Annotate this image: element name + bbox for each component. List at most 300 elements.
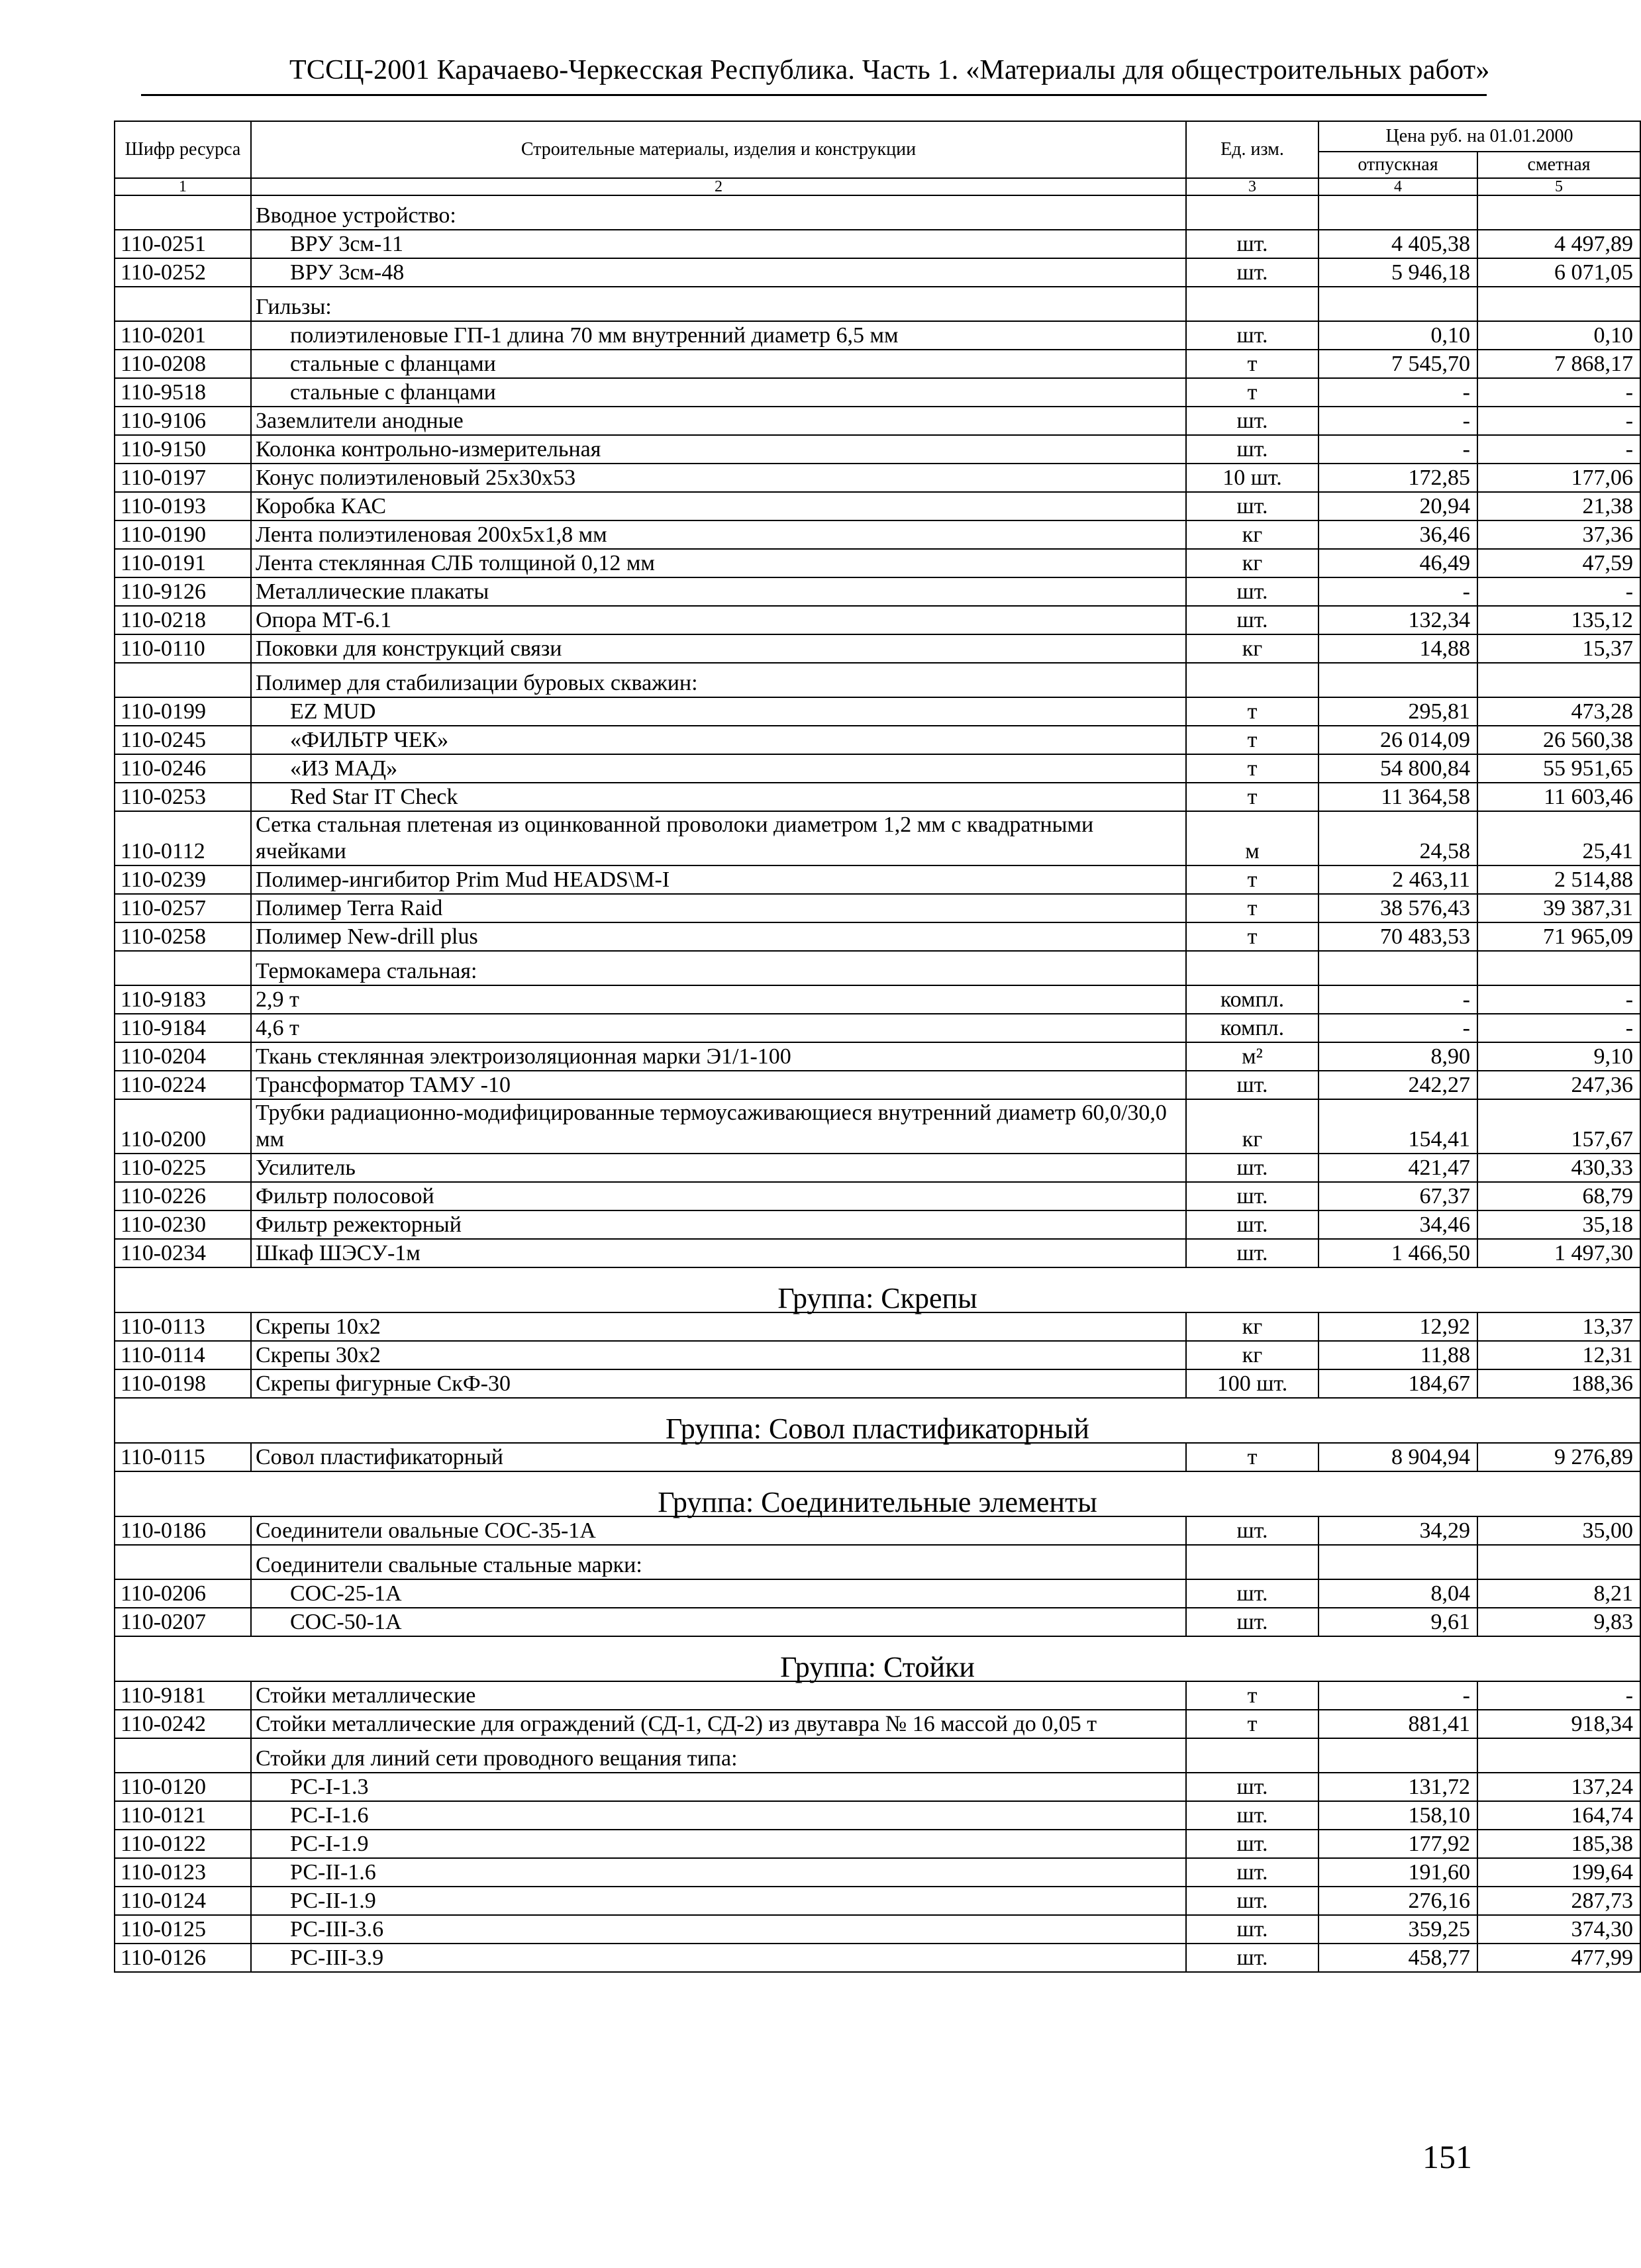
table-row xyxy=(115,1801,1640,1830)
empty-cell xyxy=(115,663,251,697)
resource-code: 110-9106 xyxy=(115,407,251,435)
resource-code: 110-0201 xyxy=(115,321,251,350)
header-col-number: 2 xyxy=(251,178,1186,195)
empty-cell xyxy=(1477,195,1640,230)
table-row xyxy=(115,1858,1640,1887)
release-price: 36,46 xyxy=(1318,520,1477,549)
unit-of-measure: 100 шт. xyxy=(1186,1369,1318,1398)
release-price: - xyxy=(1318,378,1477,407)
unit-of-measure: шт. xyxy=(1186,1858,1318,1887)
material-name: РС-II-1.9 xyxy=(251,1887,1186,1915)
table-row xyxy=(115,435,1640,464)
unit-of-measure: т xyxy=(1186,726,1318,754)
material-name: РС-III-3.6 xyxy=(251,1915,1186,1944)
resource-code: 110-0225 xyxy=(115,1154,251,1182)
unit-of-measure: шт. xyxy=(1186,1182,1318,1210)
release-price: 9,61 xyxy=(1318,1608,1477,1636)
resource-code: 110-9126 xyxy=(115,577,251,606)
table-row xyxy=(115,865,1640,894)
subheading-label: Гильзы: xyxy=(251,287,1186,321)
material-name: Лента полиэтиленовая 200x5x1,8 мм xyxy=(251,520,1186,549)
material-name: Стойки металлические для ограждений (СД-1, СД-2) из двутавра № 16 массой до 0,05 т xyxy=(251,1710,1186,1738)
resource-code: 110-0230 xyxy=(115,1210,251,1239)
estimate-price: 9,83 xyxy=(1477,1608,1640,1636)
estimate-price: 137,24 xyxy=(1477,1773,1640,1801)
material-name: Трубки радиационно-модифицированные термоусаживающиеся внутренний диаметр 60,0/30,0 мм xyxy=(251,1099,1186,1154)
resource-code: 110-0224 xyxy=(115,1071,251,1099)
group-heading: Группа: Скрепы xyxy=(115,1267,1640,1312)
release-price: 881,41 xyxy=(1318,1710,1477,1738)
group-heading: Группа: Стойки xyxy=(115,1636,1640,1681)
table-row xyxy=(115,321,1640,350)
subheading-label: Стойки для линий сети проводного вещания типа: xyxy=(251,1738,1186,1773)
unit-of-measure: шт. xyxy=(1186,435,1318,464)
unit-of-measure: шт. xyxy=(1186,1801,1318,1830)
unit-of-measure: шт. xyxy=(1186,258,1318,287)
unit-of-measure: шт. xyxy=(1186,606,1318,634)
table-row xyxy=(115,350,1640,378)
material-name: 4,6 т xyxy=(251,1014,1186,1042)
release-price: 34,46 xyxy=(1318,1210,1477,1239)
release-price: 11,88 xyxy=(1318,1341,1477,1369)
table-row xyxy=(115,634,1640,663)
resource-code: 110-0218 xyxy=(115,606,251,634)
release-price: - xyxy=(1318,1681,1477,1710)
resource-code: 110-0193 xyxy=(115,492,251,520)
table-row xyxy=(115,492,1640,520)
unit-of-measure: м xyxy=(1186,811,1318,865)
table-row xyxy=(115,894,1640,922)
release-price: 4 405,38 xyxy=(1318,230,1477,258)
material-name: Поковки для конструкций связи xyxy=(251,634,1186,663)
release-price: 20,94 xyxy=(1318,492,1477,520)
resource-code: 110-0197 xyxy=(115,464,251,492)
release-price: 172,85 xyxy=(1318,464,1477,492)
release-price: 14,88 xyxy=(1318,634,1477,663)
table-row xyxy=(115,1608,1640,1636)
release-price: 46,49 xyxy=(1318,549,1477,577)
estimate-price: 26 560,38 xyxy=(1477,726,1640,754)
estimate-price: 47,59 xyxy=(1477,549,1640,577)
release-price: 1 466,50 xyxy=(1318,1239,1477,1267)
material-name: Сетка стальная плетеная из оцинкованной проволоки диаметром 1,2 мм с квадратными ячейками xyxy=(251,811,1186,865)
resource-code: 110-9183 xyxy=(115,985,251,1014)
estimate-price: 473,28 xyxy=(1477,697,1640,726)
unit-of-measure: т xyxy=(1186,922,1318,951)
material-name: РС-I-1.3 xyxy=(251,1773,1186,1801)
table-row xyxy=(115,1210,1640,1239)
material-name: Ткань стеклянная электроизоляционная марки Э1/1-100 xyxy=(251,1042,1186,1071)
release-price: - xyxy=(1318,985,1477,1014)
release-price: 191,60 xyxy=(1318,1858,1477,1887)
material-name: ВРУ 3см-11 xyxy=(251,230,1186,258)
estimate-price: 247,36 xyxy=(1477,1071,1640,1099)
table-row xyxy=(115,1014,1640,1042)
resource-code: 110-0200 xyxy=(115,1099,251,1154)
header-col-number: 3 xyxy=(1186,178,1318,195)
resource-code: 110-9150 xyxy=(115,435,251,464)
unit-of-measure: кг xyxy=(1186,1312,1318,1341)
subheading-row xyxy=(115,195,1640,230)
unit-of-measure: т xyxy=(1186,783,1318,811)
resource-code: 110-0125 xyxy=(115,1915,251,1944)
table-row xyxy=(115,1887,1640,1915)
material-name: Колонка контрольно-измерительная xyxy=(251,435,1186,464)
material-name: EZ MUD xyxy=(251,697,1186,726)
unit-of-measure: т xyxy=(1186,894,1318,922)
material-name: СОС-50-1А xyxy=(251,1608,1186,1636)
table-row xyxy=(115,697,1640,726)
material-name: Усилитель xyxy=(251,1154,1186,1182)
subheading-row xyxy=(115,1545,1640,1579)
resource-code: 110-0112 xyxy=(115,811,251,865)
subheading-label: Вводное устройство: xyxy=(251,195,1186,230)
release-price: - xyxy=(1318,435,1477,464)
group-heading-row xyxy=(115,1636,1640,1681)
table-row xyxy=(115,922,1640,951)
table-row xyxy=(115,1681,1640,1710)
header-release-price: отпускная xyxy=(1318,152,1477,178)
release-price: 295,81 xyxy=(1318,697,1477,726)
resource-code: 110-0234 xyxy=(115,1239,251,1267)
resource-code: 110-0204 xyxy=(115,1042,251,1071)
table-row xyxy=(115,1710,1640,1738)
release-price: 26 014,09 xyxy=(1318,726,1477,754)
header-name: Строительные материалы, изделия и конструкции xyxy=(251,121,1186,178)
material-name: Скрепы фигурные СкФ-30 xyxy=(251,1369,1186,1398)
release-price: 38 576,43 xyxy=(1318,894,1477,922)
material-name: Полимер Terra Raid xyxy=(251,894,1186,922)
material-name: Шкаф ШЭСУ-1м xyxy=(251,1239,1186,1267)
unit-of-measure: т xyxy=(1186,350,1318,378)
estimate-price: 157,67 xyxy=(1477,1099,1640,1154)
estimate-price: 430,33 xyxy=(1477,1154,1640,1182)
estimate-price: 177,06 xyxy=(1477,464,1640,492)
empty-cell xyxy=(1318,195,1477,230)
unit-of-measure: т xyxy=(1186,865,1318,894)
unit-of-measure: т xyxy=(1186,1710,1318,1738)
material-name: Полимер New-drill plus xyxy=(251,922,1186,951)
empty-cell xyxy=(1318,1545,1477,1579)
estimate-price: 55 951,65 xyxy=(1477,754,1640,783)
unit-of-measure: кг xyxy=(1186,520,1318,549)
table-row xyxy=(115,1369,1640,1398)
estimate-price: 6 071,05 xyxy=(1477,258,1640,287)
resource-code: 110-0121 xyxy=(115,1801,251,1830)
estimate-price: 71 965,09 xyxy=(1477,922,1640,951)
estimate-price: - xyxy=(1477,435,1640,464)
release-price: 421,47 xyxy=(1318,1154,1477,1182)
empty-cell xyxy=(1477,1545,1640,1579)
unit-of-measure: шт. xyxy=(1186,1239,1318,1267)
empty-cell xyxy=(1186,1738,1318,1773)
empty-cell xyxy=(1186,663,1318,697)
empty-cell xyxy=(1186,951,1318,985)
price-table xyxy=(114,121,1641,1973)
resource-code: 110-9181 xyxy=(115,1681,251,1710)
resource-code: 110-0206 xyxy=(115,1579,251,1608)
material-name: полиэтиленовые ГП-1 длина 70 мм внутренний диаметр 6,5 мм xyxy=(251,321,1186,350)
unit-of-measure: шт. xyxy=(1186,1887,1318,1915)
resource-code: 110-0123 xyxy=(115,1858,251,1887)
estimate-price: 35,00 xyxy=(1477,1516,1640,1545)
release-price: 34,29 xyxy=(1318,1516,1477,1545)
resource-code: 110-0186 xyxy=(115,1516,251,1545)
estimate-price: 9 276,89 xyxy=(1477,1443,1640,1471)
resource-code: 110-0115 xyxy=(115,1443,251,1471)
resource-code: 110-0246 xyxy=(115,754,251,783)
unit-of-measure: кг xyxy=(1186,1099,1318,1154)
material-name: Опора МТ-6.1 xyxy=(251,606,1186,634)
material-name: Совол пластификаторный xyxy=(251,1443,1186,1471)
material-name: Стойки металлические xyxy=(251,1681,1186,1710)
unit-of-measure: кг xyxy=(1186,549,1318,577)
resource-code: 110-9518 xyxy=(115,378,251,407)
estimate-price: 185,38 xyxy=(1477,1830,1640,1858)
header-col-number: 5 xyxy=(1477,178,1640,195)
estimate-price: 9,10 xyxy=(1477,1042,1640,1071)
subheading-row xyxy=(115,1738,1640,1773)
estimate-price: 374,30 xyxy=(1477,1915,1640,1944)
table-row xyxy=(115,754,1640,783)
release-price: - xyxy=(1318,577,1477,606)
estimate-price: 7 868,17 xyxy=(1477,350,1640,378)
subheading-label: Соединители свальные стальные марки: xyxy=(251,1545,1186,1579)
table-row xyxy=(115,1239,1640,1267)
empty-cell xyxy=(1477,663,1640,697)
material-name: Конус полиэтиленовый 25x30x53 xyxy=(251,464,1186,492)
resource-code: 110-0126 xyxy=(115,1944,251,1972)
estimate-price: 0,10 xyxy=(1477,321,1640,350)
release-price: 184,67 xyxy=(1318,1369,1477,1398)
material-name: РС-II-1.6 xyxy=(251,1858,1186,1887)
material-name: Скрепы 10x2 xyxy=(251,1312,1186,1341)
release-price: 131,72 xyxy=(1318,1773,1477,1801)
unit-of-measure: кг xyxy=(1186,634,1318,663)
estimate-price: 164,74 xyxy=(1477,1801,1640,1830)
table-row xyxy=(115,230,1640,258)
estimate-price: 12,31 xyxy=(1477,1341,1640,1369)
estimate-price: - xyxy=(1477,985,1640,1014)
release-price: 154,41 xyxy=(1318,1099,1477,1154)
empty-cell xyxy=(115,287,251,321)
group-heading: Группа: Соединительные элементы xyxy=(115,1471,1640,1516)
unit-of-measure: м² xyxy=(1186,1042,1318,1071)
table-row xyxy=(115,577,1640,606)
table-row xyxy=(115,1443,1640,1471)
empty-cell xyxy=(1318,287,1477,321)
resource-code: 110-0239 xyxy=(115,865,251,894)
table-row xyxy=(115,1341,1640,1369)
resource-code: 110-0208 xyxy=(115,350,251,378)
release-price: 54 800,84 xyxy=(1318,754,1477,783)
material-name: СОС-25-1А xyxy=(251,1579,1186,1608)
release-price: - xyxy=(1318,1014,1477,1042)
header-code: Шифр ресурса xyxy=(115,121,251,178)
group-heading: Группа: Совол пластификаторный xyxy=(115,1398,1640,1443)
unit-of-measure: т xyxy=(1186,697,1318,726)
material-name: ВРУ 3см-48 xyxy=(251,258,1186,287)
page-header-title: ТССЦ-2001 Карачаево-Черкесская Республика. Часть 1. «Материалы для общестроительных работ» xyxy=(289,55,1490,85)
unit-of-measure: шт. xyxy=(1186,1154,1318,1182)
unit-of-measure: компл. xyxy=(1186,985,1318,1014)
empty-cell xyxy=(115,951,251,985)
material-name: Коробка КАС xyxy=(251,492,1186,520)
estimate-price: 68,79 xyxy=(1477,1182,1640,1210)
material-name: Скрепы 30x2 xyxy=(251,1341,1186,1369)
estimate-price: - xyxy=(1477,1681,1640,1710)
table-row xyxy=(115,407,1640,435)
resource-code: 110-0245 xyxy=(115,726,251,754)
resource-code: 110-0251 xyxy=(115,230,251,258)
table-body xyxy=(115,195,1640,1972)
resource-code: 110-0198 xyxy=(115,1369,251,1398)
empty-cell xyxy=(1318,663,1477,697)
resource-code: 110-0242 xyxy=(115,1710,251,1738)
empty-cell xyxy=(1186,195,1318,230)
resource-code: 110-9184 xyxy=(115,1014,251,1042)
material-name: стальные с фланцами xyxy=(251,378,1186,407)
resource-code: 110-0207 xyxy=(115,1608,251,1636)
release-price: 12,92 xyxy=(1318,1312,1477,1341)
unit-of-measure: кг xyxy=(1186,1341,1318,1369)
subheading-label: Термокамера стальная: xyxy=(251,951,1186,985)
resource-code: 110-0253 xyxy=(115,783,251,811)
table-row xyxy=(115,378,1640,407)
table-row xyxy=(115,811,1640,865)
empty-cell xyxy=(115,1545,251,1579)
empty-cell xyxy=(1477,951,1640,985)
material-name: РС-I-1.6 xyxy=(251,1801,1186,1830)
group-heading-row xyxy=(115,1398,1640,1443)
material-name: Трансформатор ТАМУ -10 xyxy=(251,1071,1186,1099)
release-price: 276,16 xyxy=(1318,1887,1477,1915)
table-row xyxy=(115,1516,1640,1545)
subheading-row xyxy=(115,287,1640,321)
header-estimate-price: сметная xyxy=(1477,152,1640,178)
unit-of-measure: шт. xyxy=(1186,1210,1318,1239)
estimate-price: 135,12 xyxy=(1477,606,1640,634)
material-name: Металлические плакаты xyxy=(251,577,1186,606)
estimate-price: 13,37 xyxy=(1477,1312,1640,1341)
material-name: «ИЗ МАД» xyxy=(251,754,1186,783)
subheading-label: Полимер для стабилизации буровых скважин: xyxy=(251,663,1186,697)
table-row xyxy=(115,1042,1640,1071)
resource-code: 110-0190 xyxy=(115,520,251,549)
unit-of-measure: шт. xyxy=(1186,1579,1318,1608)
table-row xyxy=(115,258,1640,287)
table-row xyxy=(115,985,1640,1014)
material-name: РС-III-3.9 xyxy=(251,1944,1186,1972)
unit-of-measure: 10 шт. xyxy=(1186,464,1318,492)
header-price: Цена руб. на 01.01.2000 xyxy=(1318,121,1640,152)
estimate-price: 199,64 xyxy=(1477,1858,1640,1887)
unit-of-measure: шт. xyxy=(1186,1516,1318,1545)
unit-of-measure: шт. xyxy=(1186,1944,1318,1972)
resource-code: 110-0120 xyxy=(115,1773,251,1801)
table-row xyxy=(115,549,1640,577)
unit-of-measure: шт. xyxy=(1186,321,1318,350)
empty-cell xyxy=(1186,1545,1318,1579)
table-row xyxy=(115,1182,1640,1210)
material-name: Полимер-ингибитор Prim Mud HEADS\M-I xyxy=(251,865,1186,894)
release-price: 11 364,58 xyxy=(1318,783,1477,811)
release-price: 70 483,53 xyxy=(1318,922,1477,951)
release-price: 8,04 xyxy=(1318,1579,1477,1608)
table-row xyxy=(115,520,1640,549)
estimate-price: 25,41 xyxy=(1477,811,1640,865)
unit-of-measure: шт. xyxy=(1186,230,1318,258)
material-name: Заземлители анодные xyxy=(251,407,1186,435)
header-col-number: 1 xyxy=(115,178,251,195)
unit-of-measure: т xyxy=(1186,1443,1318,1471)
table-row xyxy=(115,1773,1640,1801)
release-price: 359,25 xyxy=(1318,1915,1477,1944)
table-row xyxy=(115,1099,1640,1154)
table-row xyxy=(115,1071,1640,1099)
estimate-price: - xyxy=(1477,1014,1640,1042)
header-col-number: 4 xyxy=(1318,178,1477,195)
estimate-price: 11 603,46 xyxy=(1477,783,1640,811)
empty-cell xyxy=(1318,1738,1477,1773)
unit-of-measure: шт. xyxy=(1186,1830,1318,1858)
table-row xyxy=(115,726,1640,754)
resource-code: 110-0191 xyxy=(115,549,251,577)
empty-cell xyxy=(1477,287,1640,321)
estimate-price: 918,34 xyxy=(1477,1710,1640,1738)
release-price: 5 946,18 xyxy=(1318,258,1477,287)
table-row xyxy=(115,464,1640,492)
material-name: Red Star IT Check xyxy=(251,783,1186,811)
table-row xyxy=(115,1944,1640,1972)
release-price: 67,37 xyxy=(1318,1182,1477,1210)
estimate-price: - xyxy=(1477,577,1640,606)
estimate-price: 2 514,88 xyxy=(1477,865,1640,894)
resource-code: 110-0257 xyxy=(115,894,251,922)
resource-code: 110-0252 xyxy=(115,258,251,287)
material-name: Соединители овальные СОС-35-1А xyxy=(251,1516,1186,1545)
material-name: Фильтр полосовой xyxy=(251,1182,1186,1210)
table-row xyxy=(115,783,1640,811)
release-price: 177,92 xyxy=(1318,1830,1477,1858)
estimate-price: 188,36 xyxy=(1477,1369,1640,1398)
resource-code: 110-0199 xyxy=(115,697,251,726)
estimate-price: 8,21 xyxy=(1477,1579,1640,1608)
empty-cell xyxy=(115,195,251,230)
release-price: 242,27 xyxy=(1318,1071,1477,1099)
subheading-row xyxy=(115,663,1640,697)
estimate-price: 37,36 xyxy=(1477,520,1640,549)
header-unit: Ед. изм. xyxy=(1186,121,1318,178)
table-row xyxy=(115,1154,1640,1182)
unit-of-measure: шт. xyxy=(1186,1773,1318,1801)
resource-code: 110-0113 xyxy=(115,1312,251,1341)
table-row xyxy=(115,606,1640,634)
release-price: 158,10 xyxy=(1318,1801,1477,1830)
material-name: «ФИЛЬТР ЧЕК» xyxy=(251,726,1186,754)
estimate-price: 287,73 xyxy=(1477,1887,1640,1915)
estimate-price: - xyxy=(1477,407,1640,435)
estimate-price: 35,18 xyxy=(1477,1210,1640,1239)
release-price: 132,34 xyxy=(1318,606,1477,634)
resource-code: 110-0122 xyxy=(115,1830,251,1858)
unit-of-measure: шт. xyxy=(1186,1071,1318,1099)
unit-of-measure: шт. xyxy=(1186,407,1318,435)
material-name: стальные с фланцами xyxy=(251,350,1186,378)
estimate-price: - xyxy=(1477,378,1640,407)
header-rule xyxy=(141,94,1487,96)
unit-of-measure: шт. xyxy=(1186,492,1318,520)
